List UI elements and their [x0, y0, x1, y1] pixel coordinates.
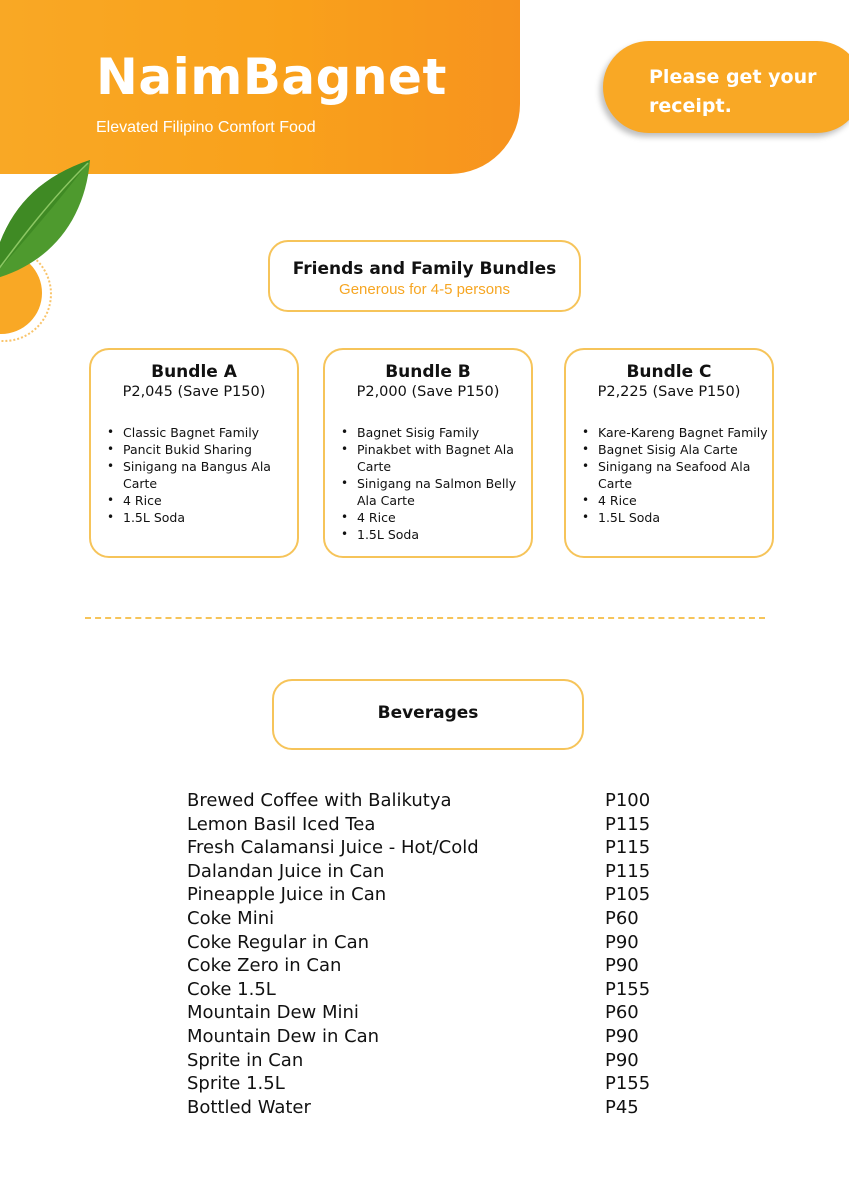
list-item: • Sinigang na Salmon Belly Ala Carte: [339, 475, 531, 509]
beverages-title: Beverages: [377, 703, 479, 723]
beverage-row: [187, 861, 667, 885]
beverage-name: Bottled Water: [187, 1096, 311, 1118]
beverage-price: P100: [605, 790, 651, 811]
receipt-notice-badge: [603, 41, 849, 133]
beverage-row: [187, 1097, 667, 1121]
bundles-title: Friends and Family Bundles: [292, 259, 557, 279]
beverage-row: [187, 1050, 667, 1074]
beverage-name: Coke Mini: [187, 907, 275, 929]
beverage-price: P60: [605, 1002, 639, 1024]
beverage-price: P155: [605, 978, 651, 1000]
brand-name: NaimBagnet: [96, 48, 447, 106]
beverage-row: [187, 908, 667, 932]
beverage-name: Mountain Dew Mini: [187, 1002, 359, 1024]
beverage-price: P115: [605, 837, 651, 859]
beverage-row: [187, 790, 667, 814]
beverage-row: [187, 955, 667, 979]
beverage-price: P105: [605, 884, 651, 906]
beverage-price: P155: [605, 1073, 651, 1095]
list-item: • Bagnet Sisig Family: [339, 424, 531, 441]
beverage-price: P115: [605, 860, 651, 882]
bundles-subtitle: Generous for 4-5 persons: [339, 281, 510, 298]
beverage-price: P60: [605, 907, 639, 929]
bundle-name: Bundle A: [151, 362, 237, 382]
list-item: • Classic Bagnet Family: [105, 424, 297, 441]
beverage-price: P45: [605, 1096, 639, 1118]
beverage-row: [187, 1002, 667, 1026]
bundle-price: P2,000 (Save P150): [356, 384, 500, 400]
bundle-items-list: [580, 424, 772, 526]
beverage-row: [187, 814, 667, 838]
beverage-name: Sprite in Can: [187, 1049, 304, 1071]
list-item: • Kare-Kareng Bagnet Family: [580, 424, 772, 441]
bundle-card-a: [89, 348, 299, 558]
beverage-price: P90: [605, 1049, 639, 1071]
bundle-card-c: [564, 348, 774, 558]
list-item: • 4 Rice: [580, 492, 772, 509]
beverage-row: [187, 932, 667, 956]
list-item: • 1.5L Soda: [105, 509, 297, 526]
receipt-notice-text: Please get your receipt.: [649, 66, 817, 117]
beverages-section-header: [272, 679, 584, 750]
bundle-name: Bundle C: [626, 362, 712, 382]
bundle-name: Bundle B: [385, 362, 471, 382]
list-item: • Sinigang na Seafood Ala Carte: [580, 458, 772, 492]
bundle-price: P2,045 (Save P150): [122, 384, 266, 400]
beverage-name: Lemon Basil Iced Tea: [187, 813, 376, 835]
list-item: • Pinakbet with Bagnet Ala Carte: [339, 441, 531, 475]
beverage-name: Coke Regular in Can: [187, 931, 370, 953]
brand-tagline: Elevated Filipino Comfort Food: [96, 119, 316, 136]
beverage-name: Sprite 1.5L: [187, 1073, 285, 1095]
bundle-items-list: [105, 424, 297, 526]
header-banner: [0, 0, 520, 174]
list-item: • 4 Rice: [105, 492, 297, 509]
bundle-card-b: [323, 348, 533, 558]
bundle-items-list: [339, 424, 531, 543]
list-item: • Sinigang na Bangus Ala Carte: [105, 458, 297, 492]
beverage-row: [187, 884, 667, 908]
beverage-name: Coke Zero in Can: [187, 955, 342, 977]
beverage-price: P90: [605, 931, 639, 953]
beverage-name: Mountain Dew in Can: [187, 1025, 380, 1047]
beverage-row: [187, 1073, 667, 1097]
beverage-name: Fresh Calamansi Juice - Hot/Cold: [187, 837, 479, 859]
beverage-name: Pineapple Juice in Can: [187, 884, 387, 906]
beverage-name: Brewed Coffee with Balikutya: [187, 790, 452, 811]
beverage-name: Dalandan Juice in Can: [187, 860, 385, 882]
dashed-divider: [85, 617, 765, 619]
list-item: • 4 Rice: [339, 509, 531, 526]
beverage-row: [187, 979, 667, 1003]
list-item: • Bagnet Sisig Ala Carte: [580, 441, 772, 458]
list-item: • 1.5L Soda: [339, 526, 531, 543]
beverage-price: P115: [605, 813, 651, 835]
list-item: • 1.5L Soda: [580, 509, 772, 526]
leaf-icon: [0, 160, 100, 290]
beverages-list: [187, 790, 667, 1120]
beverage-row: [187, 1026, 667, 1050]
beverage-row: [187, 837, 667, 861]
bundles-section-header: [268, 240, 581, 312]
list-item: • Pancit Bukid Sharing: [105, 441, 297, 458]
beverage-price: P90: [605, 1025, 639, 1047]
beverage-name: Coke 1.5L: [187, 978, 276, 1000]
bundle-price: P2,225 (Save P150): [597, 384, 741, 400]
beverage-price: P90: [605, 955, 639, 977]
